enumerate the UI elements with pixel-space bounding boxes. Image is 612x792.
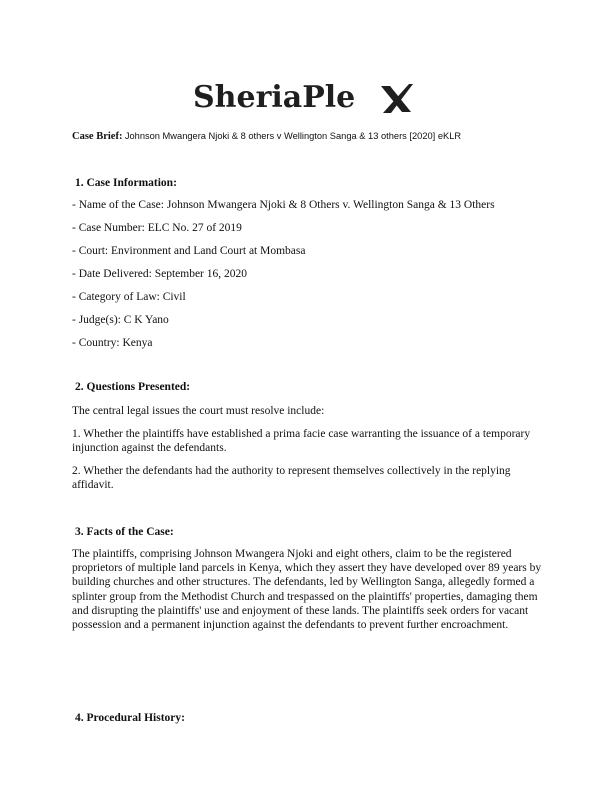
logo-text: SheriaPle <box>193 80 356 115</box>
case-brief-line <box>72 130 542 143</box>
case-brief-label: Case Brief: <box>72 131 123 142</box>
section-heading-procedural-history: 4. Procedural History: <box>75 712 185 724</box>
sheriaplex-logo <box>193 76 423 120</box>
question-item-1: 1. Whether the plaintiffs have established a prima facie case warranting the issuance of a temporary injunction against the defendants. <box>72 428 531 455</box>
case-info-country: - Country: Kenya <box>72 337 153 349</box>
section-heading-questions-presented: 2. Questions Presented: <box>75 381 191 393</box>
case-brief-title: Johnson Mwangera Njoki & 8 others v Wellington Sanga & 13 others [2020] eKLR <box>124 131 462 141</box>
question-item-2: 2. Whether the defendants had the authority to represent themselves collectively in the replying affidavit. <box>72 465 511 492</box>
section-heading-case-information: 1. Case Information: <box>75 177 177 189</box>
case-info-judges: - Judge(s): C K Yano <box>72 314 169 326</box>
case-info-category: - Category of Law: Civil <box>72 291 186 303</box>
case-info-name: - Name of the Case: Johnson Mwangera Njoki & 8 Others v. Wellington Sanga & 13 Others <box>72 199 495 211</box>
questions-intro: The central legal issues the court must resolve include: <box>72 405 325 417</box>
section-heading-facts: 3. Facts of the Case: <box>75 526 174 538</box>
case-info-number: - Case Number: ELC No. 27 of 2019 <box>72 222 242 234</box>
facts-paragraph: The plaintiffs, comprising Johnson Mwangera Njoki and eight others, claim to be the registered proprietors of multiple land parcels in Kenya, which they assert they have developed over 89 years by building churches and other structures. The defendants, led by Wellington Sanga, allegedly formed a splinter group from the Methodist Church and trespassed on the plaintiffs' properties, damaging them and disrupting the plaintiffs' use and enjoyment of these lands. The plaintiffs seek orders for vacant possession and a permanent injunction against the defendants to prevent further encroachment. <box>72 548 542 632</box>
case-info-court: - Court: Environment and Land Court at Mombasa <box>72 245 306 257</box>
case-info-date: - Date Delivered: September 16, 2020 <box>72 268 247 280</box>
logo-x-mark-icon <box>379 82 413 116</box>
